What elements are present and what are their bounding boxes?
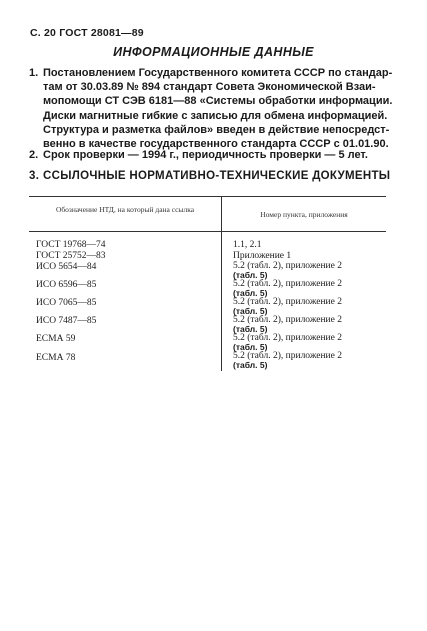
row-clause-text: 5.2 (табл. 2), приложение 2 — [233, 315, 342, 325]
item-2 — [29, 148, 401, 162]
item-3 — [29, 169, 401, 183]
col-header-document: Обозначение НТД, на который дана ссылка — [55, 205, 195, 214]
row-document: ГОСТ 19768—74 — [36, 240, 106, 250]
row-document: ЕСМА 59 — [36, 334, 76, 344]
item-1 — [29, 66, 399, 151]
item-1-line: Постановлением Государственного комитета СССР по стандар- — [43, 67, 393, 79]
row-document: ИСО 7065—85 — [36, 298, 97, 308]
item-1-number: 1. — [29, 67, 39, 79]
item-3-number: 3. — [29, 170, 40, 182]
row-clause — [233, 352, 383, 371]
item-1-text — [29, 66, 399, 151]
row-document: ГОСТ 25752—83 — [36, 251, 106, 261]
item-2-number: 2. — [29, 149, 39, 161]
row-document: ЕСМА 78 — [36, 353, 76, 363]
item-1-line: там от 30.03.89 № 894 стандарт Совета Экономической Взаи- — [43, 81, 376, 94]
row-clause-note: (табл. 5) — [233, 270, 268, 280]
page-header: С. 20 ГОСТ 28081—89 — [30, 27, 144, 39]
row-clause-note: (табл. 5) — [233, 324, 268, 334]
row-document: ИСО 5654—84 — [36, 262, 97, 272]
table-top-rule — [29, 196, 386, 197]
row-clause-note: (табл. 5) — [233, 306, 268, 316]
item-1-line: Структура и разметка файлов» введен в действие непосредст- — [43, 123, 390, 136]
row-clause-text: 5.2 (табл. 2), приложение 2 — [233, 333, 342, 343]
row-clause — [233, 241, 383, 250]
item-3-heading: ССЫЛОЧНЫЕ НОРМАТИВНО-ТЕХНИЧЕСКИЕ ДОКУМЕНТЫ — [43, 170, 391, 182]
table-column-divider — [221, 196, 222, 371]
item-1-line: мопомощи СТ СЭВ 6181—88 «Системы обработки информации. — [43, 95, 393, 108]
row-clause-text: 5.2 (табл. 2), приложение 2 — [233, 261, 342, 271]
row-clause-text: 5.2 (табл. 2), приложение 2 — [233, 279, 342, 289]
item-1-line: Диски магнитные гибкие с записью для обмена информацией. — [43, 109, 388, 122]
row-clause-text: Приложение 1 — [233, 251, 292, 261]
row-clause-text: 5.2 (табл. 2), приложение 2 — [233, 297, 342, 307]
row-clause-text: 1.1, 2.1 — [233, 240, 262, 250]
row-clause-text: 5.2 (табл. 2), приложение 2 — [233, 351, 342, 361]
row-clause — [233, 252, 383, 261]
row-clause-note: (табл. 5) — [233, 288, 268, 298]
row-clause-note: (табл. 5) — [233, 360, 268, 370]
row-document: ИСО 6596—85 — [36, 280, 97, 290]
section-title: ИНФОРМАЦИОННЫЕ ДАННЫЕ — [113, 45, 314, 59]
reference-table — [29, 196, 386, 371]
item-2-text: Срок проверки — 1994 г., периодичность проверки — 5 лет. — [43, 149, 368, 161]
row-clause-note: (табл. 5) — [233, 342, 268, 352]
row-document: ИСО 7487—85 — [36, 316, 97, 326]
item-1-line: венно в качестве государственного стандарта СССР с 01.01.90. — [43, 138, 389, 151]
table-header-rule — [29, 231, 386, 232]
col-header-clause: Номер пункта, приложения — [260, 210, 348, 219]
